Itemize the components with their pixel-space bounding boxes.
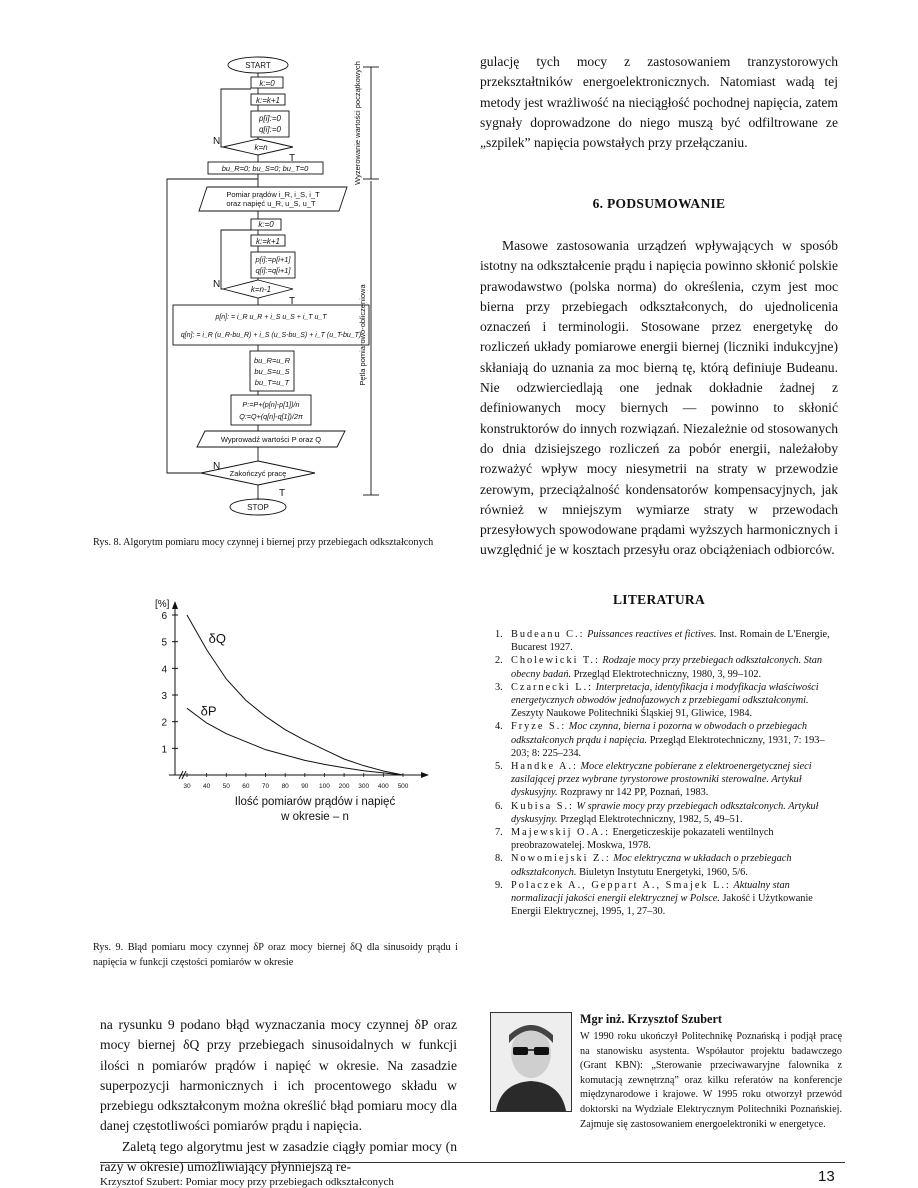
output-text: Wyprowadź wartości P oraz Q — [220, 435, 322, 444]
y-tick-label: 4 — [161, 664, 167, 676]
cond-kn-text: k=n — [254, 143, 268, 152]
reference-number: 3. — [495, 681, 503, 693]
footer-rule — [100, 1162, 845, 1163]
reference-title: Interpretacja, identyfikacja i modyfikacja właściwości energetycznych obwodów jednofazowych z przebiegami odkształconymi. — [511, 681, 819, 707]
x-tick-label: 100 — [319, 783, 330, 790]
x-tick-label: 70 — [261, 783, 270, 790]
right-paragraph-1: gulację tych mocy z zastosowaniem tranzystorowych przekształtników energoelektronicznych. Natomiast wadą tej metody jest wrażliwość na nieciągłość pochodnej napięcia, zatem sygnały doprowadzone do niego muszą być odfiltrowane ze „szpilek” napięcia powstałych przy przełączaniu. — [480, 54, 838, 151]
label-n-1: N — [213, 136, 221, 147]
reference-source: Energeticzeskije pokazateli wentilnych preobrazowatelej. Moskwa, 1978. — [511, 827, 774, 852]
label-n-2: N — [213, 279, 221, 290]
stop-text: STOP — [247, 503, 269, 512]
inc-k2-text: k:=k+1 — [255, 237, 281, 246]
reference-item — [495, 654, 838, 680]
reference-number: 2. — [495, 655, 503, 667]
reference-item — [495, 879, 838, 919]
reference-source: Przegląd Elektrotechniczny, 1980, 3, 99–102. — [573, 668, 762, 680]
reference-title: W sprawie mocy przy przebiegach odkształconych. Artykuł dyskusyjny. — [511, 800, 819, 825]
reference-item — [495, 681, 838, 721]
reference-title: Puissances reactives et fictives. — [587, 629, 717, 640]
author-name: Mgr inż. Krzysztof Szubert — [580, 1012, 722, 1026]
reference-number: 8. — [495, 853, 503, 865]
reference-list — [495, 628, 838, 918]
left-column-text — [100, 1015, 457, 1177]
reference-author: Nowomiejski Z.: — [511, 853, 611, 865]
reference-item — [495, 760, 838, 800]
measure-text-1: Pomiar prądów i_R, i_S, i_T — [226, 190, 320, 199]
right-column-text — [480, 52, 838, 153]
running-title: Krzysztof Szubert: Pomiar mocy przy przebiegach odkształconych — [100, 1176, 394, 1188]
summary-heading: 6. PODSUMOWANIE — [592, 196, 726, 211]
label-t-2: T — [289, 296, 296, 307]
x-tick-label: 50 — [222, 783, 230, 790]
q-shift-text: q[i]:=q[i+1] — [255, 266, 291, 275]
reference-item — [495, 852, 838, 878]
error-chart — [120, 595, 430, 825]
box-pq-formula — [173, 305, 369, 345]
x-tick-label: 40 — [203, 783, 211, 790]
reference-title: Aktualny stan normalizacji jakości energii elektrycznej w Polsce. — [511, 879, 790, 905]
side-label-loop: Pętla pomiarowo-obliczeniowa — [358, 284, 367, 386]
x-tick-label: 60 — [242, 783, 250, 790]
reference-author: Fryze S.: — [511, 721, 567, 733]
reference-source: Inst. Romain de L'Energie, Bucarest 1927. — [511, 629, 830, 654]
q-formula-text: q[n]: = i_R (u_R-bu_R) + i_S (u_S-bu_S) + i_T (u_T-bu_T) — [180, 332, 362, 339]
flowchart-figure — [165, 55, 395, 525]
fig8-caption: Rys. 8. Algorytm pomiaru mocy czynnej i biernej przy przebiegach odkształconych — [93, 537, 434, 548]
y-tick-label: 3 — [161, 691, 167, 702]
measure-text-2: oraz napięć u_R, u_S, u_T — [226, 199, 316, 208]
summary-text — [480, 236, 838, 561]
x-axis-label-line2: w okresie – n — [281, 811, 349, 823]
left-paragraph-1: na rysunku 9 podano błąd wyznaczania mocy czynnej δP oraz mocy biernej δQ przy przebiegach sinusoidalnych w funkcji ilości n pomiarów prądów i napięć w okresie. Na zasadzie superpozycji harmonicznych i ich procentowego składu w przebiegu odkształconym można określić błąd pomiaru mocy dla danej częstotliwości pomiarów prądu i napięcia. — [100, 1017, 457, 1134]
bu-s-text: bu_S=u_S — [254, 367, 290, 376]
reference-author: Kubisa S.: — [511, 800, 574, 812]
label-t-1: T — [289, 153, 296, 164]
reference-author: Czarnecki L.: — [511, 681, 594, 693]
reference-number: 6. — [495, 800, 503, 812]
finish-text: Zakończyć pracę — [229, 469, 287, 478]
x-tick-label: 30 — [183, 783, 191, 790]
reference-source: Przegląd Elektrotechniczny, 1931, 7: 193–203; 8: 225–234. — [511, 734, 825, 759]
x-tick-label: 200 — [338, 783, 350, 790]
reference-item — [495, 720, 838, 760]
reference-author: Polaczek A., Geppart A., Smajek L.: — [511, 879, 731, 891]
inc-k-text: k:=k+1 — [255, 96, 281, 105]
Q-formula-text: Q:=Q+(q[n]-q[1])/2π — [239, 412, 303, 421]
y-tick-label: 2 — [161, 717, 167, 729]
reference-author: Handke A.: — [511, 761, 578, 773]
start-text: START — [245, 61, 271, 70]
reference-source: Zeszyty Naukowe Politechniki Śląskiej 91, Gliwice, 1984. — [511, 708, 753, 720]
p-zero-text: p[i]:=0 — [258, 114, 282, 123]
reference-source: Przegląd Elektrotechniczny, 1982, 5, 49–51. — [560, 813, 743, 825]
literatura-heading: LITERATURA — [612, 592, 705, 607]
reference-author: Majewskij O.A.: — [511, 827, 610, 839]
reference-item — [495, 800, 838, 826]
label-n-3: N — [213, 461, 221, 472]
x-tick-label: 400 — [377, 783, 389, 790]
y-axis-label: [%] — [155, 599, 170, 610]
p-formula-text: p[n]: = i_R u_R + i_S u_S + i_T u_T — [215, 314, 327, 321]
summary-paragraph: Masowe zastosowania urządzeń wpływających w sposób istotny na odkształcenie prądu i napięcia powinno skłonić polskie prawodawstwo (polska norma) do określenia, czym jest moc bierna przy przebiegach odkształconych, do ujednolicenia oznaczeń i terminologii. Stosowane przez energetykę do rozliczeń układy pomiarowe energii biernej (liczniki indukcyjne) skłaniają do uznania za moc bierną tę, którą definiuje Budeanu. Nie odzwierciedlają one jednak dokładnie żadnej z definiowanych mocy biernych — powinno to skłonić konstruktorów do innych rozwiązań. Niezależnie od stosowanych do dnia dzisiejszego rozliczeń za pobór energii, należałoby rozważyć wpływ mocy niesymetrii na straty w przewodzie zerowym, przeciążalność kondensatorów kompensacyjnych, jak również w mniejszym wymiarze straty w przewodach przesyłowych spowodowane prądami wyższych harmonicznych i uwzględnić je w kosztach przesyłu oraz obciążeniach odbiorców. — [480, 238, 838, 558]
y-tick-label: 6 — [161, 611, 167, 622]
x-tick-label: 80 — [281, 783, 289, 790]
reference-title: Rodzaje mocy przy przebiegach odkształconych. Stan obecny badań. — [511, 655, 823, 680]
reference-source: Rozprawy nr 142 PP, Poznań, 1983. — [560, 787, 709, 799]
reference-title: Moc elektryczna w układach o przebiegach odkształconych. — [511, 853, 792, 878]
bu-r-text: bu_R=u_R — [253, 356, 291, 365]
x-tick-label: 300 — [358, 783, 370, 790]
reference-number: 5. — [495, 761, 503, 773]
page-number: 13 — [818, 1168, 835, 1185]
reference-title: Moc czynna, bierna i pozorna w obwodach o przebiegach odkształconych prądu i napięcia. — [511, 721, 807, 746]
y-tick-label: 5 — [161, 637, 167, 649]
bu-init-text: bu_R=0; bu_S=0; bu_T=0 — [221, 164, 309, 173]
author-photo — [490, 1012, 572, 1112]
reference-title: Moce elektryczne pobierane z elektroenergetycznej sieci zasilającej przez wybrane tyrystorowe prostowniki sterowalne. Artykuł dyskusyjny. — [511, 761, 812, 799]
reference-source: Biuletyn Instytutu Energetyki, 1960, 5/6. — [579, 866, 748, 878]
q-zero-text: q[i]:=0 — [258, 125, 282, 134]
x-axis-label-line1: Ilość pomiarów prądów i napięć — [234, 796, 396, 808]
reference-author: Cholewicki T.: — [511, 655, 600, 667]
y-axis-arrow — [172, 601, 178, 609]
reference-number: 1. — [495, 629, 503, 640]
y-tick-label: 1 — [161, 744, 167, 756]
reference-number: 9. — [495, 879, 503, 891]
p-shift-text: p[i]:=p[i+1] — [255, 255, 291, 264]
bu-t-text: bu_T=u_T — [254, 378, 290, 387]
author-bio-text: W 1990 roku ukończył Politechnikę Poznańską i podjął pracę na stanowisku asystenta. Współautor projektu badawczego (Grant KBN): „Sterowanie przeciwawaryjne falownika z komutacją zewnętrzną” oraz kilku referatów na konferencje międzynarodowe i krajowe. W 1995 roku otworzył przewód doktorski na Wydziale Elektrycznym Politechniki Poznańskiej. Zajmuje się zastosowaniem energoelektroniki w energetyce. — [580, 1031, 842, 1130]
series-label-dp: δP — [200, 703, 217, 719]
init-k2-text: k:=0 — [258, 220, 274, 229]
x-tick-label: 500 — [397, 783, 409, 790]
reference-number: 4. — [495, 721, 503, 733]
reference-item — [495, 826, 838, 852]
x-tick-label: 90 — [301, 783, 309, 790]
reference-author: Budeanu C.: — [511, 629, 585, 640]
series-label-dq: δQ — [208, 631, 226, 646]
P-formula-text: P:=P+(p[n]-p[1])/n — [242, 400, 300, 409]
left-paragraph-2: Zaletą tego algorytmu jest w zasadzie ciągły pomiar mocy (n razy w okresie) umożliwiający płynniejszą re- — [100, 1138, 457, 1175]
side-label-init: Wyzerowanie wartości początkowych — [353, 61, 362, 185]
series-line-dp — [187, 708, 403, 775]
x-axis-arrow — [421, 772, 429, 778]
reference-source: Jakość i Użytkowanie Energii Elektrycznej, 1995, 1, 27–30. — [511, 893, 813, 918]
fig9-caption: Rys. 9. Błąd pomiaru mocy czynnej δP oraz mocy biernej δQ dla sinusoidy prądu i napięcia w funkcji częstości pomiarów w okresie — [93, 942, 458, 968]
init-k-text: k:=0 — [259, 79, 275, 88]
cond-kn1-text: k=n-1 — [250, 285, 272, 294]
reference-item — [495, 628, 838, 654]
reference-number: 7. — [495, 827, 503, 839]
label-t-3: T — [279, 488, 286, 499]
